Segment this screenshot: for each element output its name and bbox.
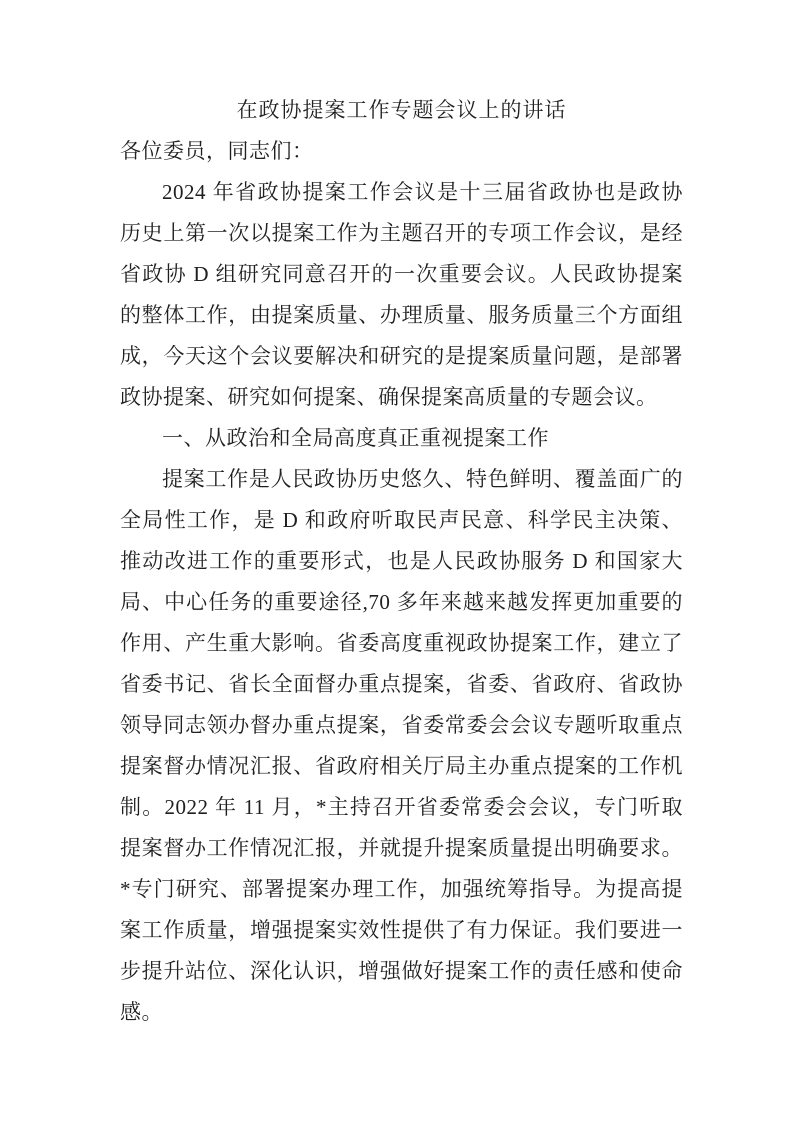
salutation-line: 各位委员，同志们：	[120, 139, 314, 163]
document-title: 在政协提案工作专题会议上的讲话	[236, 98, 567, 122]
paragraph-section-1-body: 提案工作是人民政协历史悠久、特色鲜明、覆盖面广的全局性工作，是 D 和政府听取民声民意、科学民主决策、推动改进工作的重要形式，也是人民政协服务 D 和国家大局、中心任务的重要途径,70 多年来越来越发挥更加重要的作用、产生重大影响。省委高度重视政协提案工作，建立了省委书记、省长全面督办重点提案，省委、省政府、省政协领导同志领办督办重点提案，省委常委会会议专题听取重点提案督办情况汇报、省政府相关厅局主办重点提案的工作机制。2022 年 11 月，*主持召开省委常委会会议，专门听取提案督办工作情况汇报，并就提升提案质量提出明确要求。*专门研究、部署提案办理工作，加强统筹指导。为提高提案工作质量，增强提案实效性提供了有力保证。我们要进一步提升站位、深化认识，增强做好提案工作的责任感和使命感。	[120, 467, 683, 1024]
paragraph-intro: 2024 年省政协提案工作会议是十三届省政协也是政协历史上第一次以提案工作为主题召开的专项工作会议，是经省政协 D 组研究同意召开的一次重要会议。人民政协提案的整体工作，由提案质量、办理质量、服务质量三个方面组成，今天这个会议要解决和研究的是提案质量问题，是部署政协提案、研究如何提案、确保提案高质量的专题会议。	[120, 180, 683, 409]
document-content	[120, 90, 683, 1033]
section-heading-1: 一、从政治和全局高度真正重视提案工作	[162, 426, 549, 450]
